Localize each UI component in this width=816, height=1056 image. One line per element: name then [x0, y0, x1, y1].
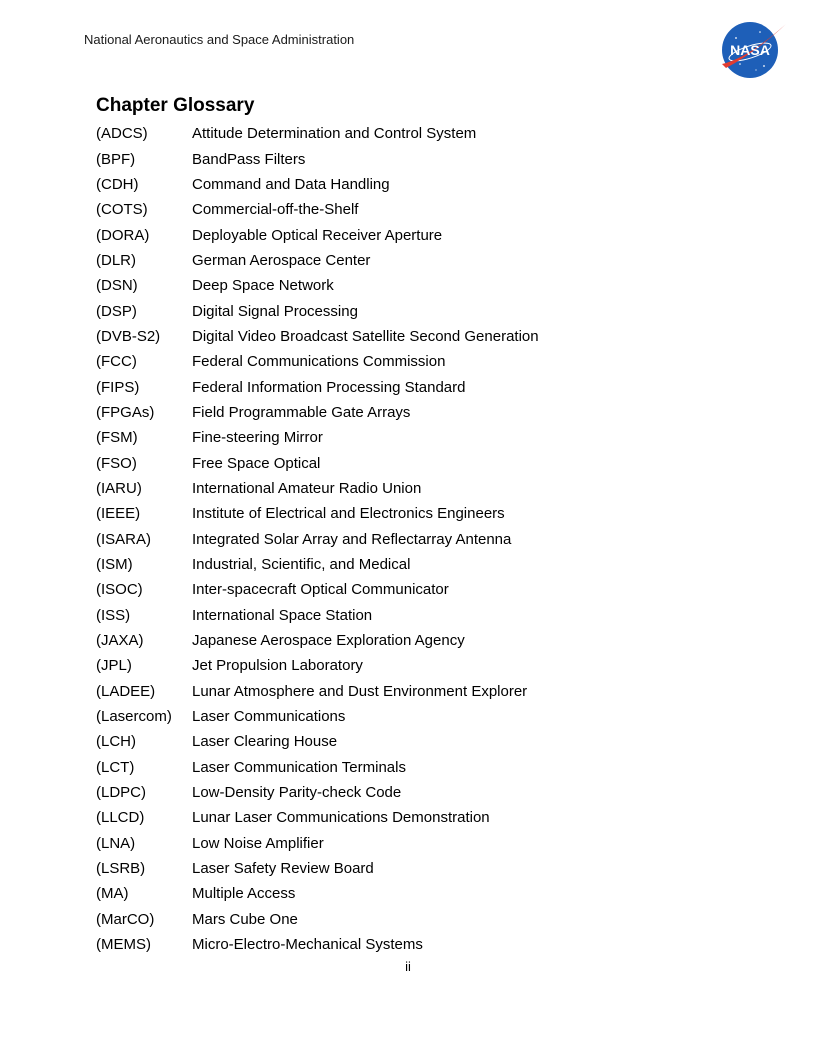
glossary-abbreviation: (LSRB) [96, 860, 146, 878]
glossary-entry [96, 425, 539, 450]
glossary-entry [96, 450, 539, 475]
glossary-definition: Free Space Optical [192, 454, 321, 472]
glossary-abbreviation: (MA) [96, 885, 129, 903]
glossary-abbreviation: (FCC) [96, 353, 137, 371]
glossary-abbreviation: (DSN) [96, 277, 138, 295]
glossary-entry [96, 932, 539, 957]
glossary-abbreviation: (ISS) [96, 606, 131, 624]
glossary-abbreviation: (LDPC) [96, 784, 147, 802]
glossary-definition: Micro-Electro-Mechanical Systems [192, 936, 423, 954]
glossary-definition: Command and Data Handling [192, 175, 390, 193]
glossary-entry [96, 273, 539, 298]
chapter-title: Chapter Glossary [96, 95, 255, 116]
glossary-entry [96, 755, 539, 780]
glossary-entry [96, 729, 539, 754]
glossary-definition: Digital Video Broadcast Satellite Second Generation [192, 327, 539, 345]
glossary-abbreviation: (MarCO) [96, 910, 155, 928]
page-number: ii [405, 959, 411, 974]
glossary-abbreviation: (LLCD) [96, 809, 145, 827]
glossary-abbreviation: (IARU) [96, 479, 142, 497]
glossary-abbreviation: (DSP) [96, 302, 137, 320]
glossary-abbreviation: (DLR) [96, 251, 136, 269]
glossary-definition: German Aerospace Center [192, 251, 371, 269]
glossary-entry [96, 527, 539, 552]
glossary-definition: BandPass Filters [192, 150, 306, 168]
glossary-entry [96, 400, 539, 425]
glossary-abbreviation: (DORA) [96, 226, 150, 244]
glossary-entry [96, 146, 539, 171]
glossary-definition: Laser Communications [192, 708, 346, 726]
glossary-abbreviation: (CDH) [96, 175, 139, 193]
glossary-entry [96, 121, 539, 146]
glossary-entry [96, 907, 539, 932]
glossary-entry [96, 298, 539, 323]
glossary-definition: Mars Cube One [192, 910, 298, 928]
glossary-definition: Field Programmable Gate Arrays [192, 403, 411, 421]
glossary-definition: Low-Density Parity-check Code [192, 784, 402, 802]
glossary-entry [96, 172, 539, 197]
glossary-definition: International Space Station [192, 606, 373, 624]
glossary-entry [96, 704, 539, 729]
glossary-definition: Lunar Laser Communications Demonstration [192, 809, 490, 827]
glossary-abbreviation: (LADEE) [96, 682, 156, 700]
glossary-entry [96, 780, 539, 805]
nasa-logo-icon [720, 20, 788, 80]
glossary-entry [96, 653, 539, 678]
glossary-definition: Inter-spacecraft Optical Communicator [192, 581, 449, 599]
glossary-abbreviation: (LCT) [96, 758, 135, 776]
glossary-definition: Institute of Electrical and Electronics Engineers [192, 505, 505, 523]
glossary-entry [96, 501, 539, 526]
glossary-abbreviation: (ADCS) [96, 125, 148, 143]
glossary-definition: Digital Signal Processing [192, 302, 358, 320]
glossary-definition: Industrial, Scientific, and Medical [192, 556, 411, 574]
glossary-abbreviation: (ISOC) [96, 581, 143, 599]
glossary-abbreviation: (IEEE) [96, 505, 141, 523]
glossary-definition: Deployable Optical Receiver Aperture [192, 226, 443, 244]
glossary-definition: International Amateur Radio Union [192, 479, 422, 497]
glossary-abbreviation: (BPF) [96, 150, 136, 168]
glossary-abbreviation: (LNA) [96, 834, 136, 852]
glossary-entry [96, 856, 539, 881]
glossary-entry [96, 603, 539, 628]
glossary-definition: Integrated Solar Array and Reflectarray Antenna [192, 530, 512, 548]
glossary-abbreviation: (COTS) [96, 201, 148, 219]
glossary-entry [96, 577, 539, 602]
logo-text: NASA [730, 42, 770, 58]
glossary-entry [96, 476, 539, 501]
glossary-definition: Federal Communications Commission [192, 353, 446, 371]
glossary-abbreviation: (DVB-S2) [96, 327, 161, 345]
glossary-abbreviation: (FIPS) [96, 378, 140, 396]
glossary-entry [96, 248, 539, 273]
glossary-entry [96, 628, 539, 653]
glossary-entry [96, 831, 539, 856]
glossary-abbreviation: (MEMS) [96, 936, 151, 954]
glossary-abbreviation: (FPGAs) [96, 403, 155, 421]
glossary-definition: Jet Propulsion Laboratory [192, 657, 363, 675]
glossary-entry [96, 374, 539, 399]
glossary-entry [96, 197, 539, 222]
glossary-definition: Attitude Determination and Control System [192, 125, 477, 143]
glossary-abbreviation: (ISARA) [96, 530, 152, 548]
glossary-entry [96, 679, 539, 704]
glossary-abbreviation: (FSO) [96, 454, 137, 472]
glossary-definition: Deep Space Network [192, 277, 334, 295]
header-organization: National Aeronautics and Space Administration [84, 32, 355, 47]
glossary-entry [96, 805, 539, 830]
glossary-definition: Laser Safety Review Board [192, 860, 374, 878]
glossary-entry [96, 552, 539, 577]
glossary-entry [96, 349, 539, 374]
glossary-definition: Lunar Atmosphere and Dust Environment Explorer [192, 682, 528, 700]
glossary-definition: Federal Information Processing Standard [192, 378, 466, 396]
glossary-abbreviation: (ISM) [96, 556, 133, 574]
glossary-abbreviation: (FSM) [96, 429, 138, 447]
glossary-entry [96, 881, 539, 906]
glossary-abbreviation: (Lasercom) [96, 708, 172, 726]
glossary-definition: Japanese Aerospace Exploration Agency [192, 632, 465, 650]
glossary-entry [96, 324, 539, 349]
glossary-definition: Commercial-off-the-Shelf [192, 201, 359, 219]
glossary-definition: Fine-steering Mirror [192, 429, 323, 447]
glossary-definition: Multiple Access [192, 885, 296, 903]
glossary-definition: Laser Communication Terminals [192, 758, 406, 776]
glossary-entry [96, 222, 539, 247]
glossary-abbreviation: (LCH) [96, 733, 136, 751]
glossary-abbreviation: (JAXA) [96, 632, 144, 650]
glossary-definition: Low Noise Amplifier [192, 834, 324, 852]
glossary-list [96, 121, 539, 957]
glossary-definition: Laser Clearing House [192, 733, 338, 751]
glossary-abbreviation: (JPL) [96, 657, 132, 675]
